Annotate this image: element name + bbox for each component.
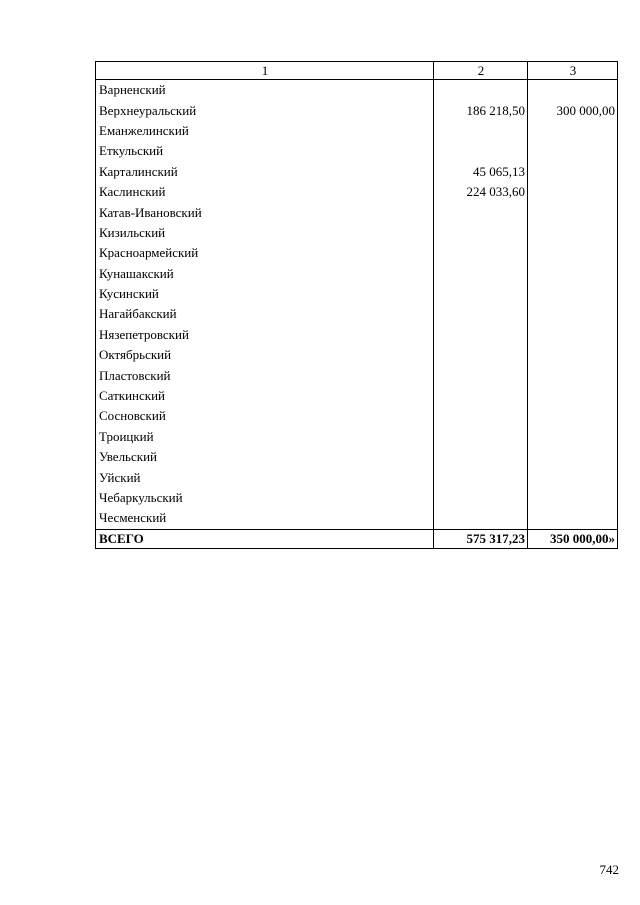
district-name-cell: Уйский	[96, 467, 434, 487]
value-col-2-cell	[434, 345, 528, 365]
value-col-3-cell	[528, 406, 618, 426]
value-col-2-cell	[434, 304, 528, 324]
value-col-3-cell	[528, 141, 618, 161]
district-name-cell: Увельский	[96, 447, 434, 467]
table-row	[96, 386, 618, 406]
value-col-2-cell	[434, 365, 528, 385]
table-row	[96, 141, 618, 161]
district-name-cell: Еткульский	[96, 141, 434, 161]
table-row	[96, 508, 618, 529]
district-name-cell: Октябрьский	[96, 345, 434, 365]
value-col-3-cell	[528, 508, 618, 529]
value-col-2-cell	[434, 488, 528, 508]
value-col-2-cell: 186 218,50	[434, 100, 528, 120]
value-col-2-cell	[434, 121, 528, 141]
district-name-cell: Нязепетровский	[96, 325, 434, 345]
table-row	[96, 162, 618, 182]
value-col-2-cell	[434, 508, 528, 529]
table-row	[96, 365, 618, 385]
district-name-cell: Чесменский	[96, 508, 434, 529]
district-name-cell: Кусинский	[96, 284, 434, 304]
table-row	[96, 121, 618, 141]
total-row	[96, 529, 618, 548]
value-col-3-cell	[528, 325, 618, 345]
table-row	[96, 427, 618, 447]
table-row	[96, 325, 618, 345]
district-name-cell: Красноармейский	[96, 243, 434, 263]
district-name-cell: Катав-Ивановский	[96, 202, 434, 222]
value-col-3-cell	[528, 365, 618, 385]
value-col-3-cell	[528, 121, 618, 141]
table-body	[96, 80, 618, 549]
header-row	[96, 62, 618, 80]
district-name-cell: Сосновский	[96, 406, 434, 426]
data-table-container	[95, 61, 617, 549]
value-col-3-cell	[528, 202, 618, 222]
district-name-cell: Верхнеуральский	[96, 100, 434, 120]
table-row	[96, 345, 618, 365]
value-col-2-cell	[434, 427, 528, 447]
value-col-3-cell	[528, 345, 618, 365]
header-col-3: 3	[528, 62, 618, 80]
table-row	[96, 467, 618, 487]
table-row	[96, 182, 618, 202]
district-name-cell: Кизильский	[96, 223, 434, 243]
table-row	[96, 264, 618, 284]
value-col-3-cell: 300 000,00	[528, 100, 618, 120]
district-name-cell: Пластовский	[96, 365, 434, 385]
total-col-2: 575 317,23	[434, 529, 528, 548]
value-col-3-cell	[528, 427, 618, 447]
district-name-cell: Каслинский	[96, 182, 434, 202]
value-col-2-cell	[434, 406, 528, 426]
total-col-3: 350 000,00»	[528, 529, 618, 548]
value-col-3-cell	[528, 162, 618, 182]
value-col-3-cell	[528, 304, 618, 324]
table-row	[96, 80, 618, 101]
district-name-cell: Саткинский	[96, 386, 434, 406]
district-name-cell: Карталинский	[96, 162, 434, 182]
header-col-1: 1	[96, 62, 434, 80]
header-col-2: 2	[434, 62, 528, 80]
table-row	[96, 100, 618, 120]
value-col-3-cell	[528, 264, 618, 284]
district-name-cell: Нагайбакский	[96, 304, 434, 324]
districts-table	[95, 61, 618, 549]
table-row	[96, 447, 618, 467]
district-name-cell: Варненский	[96, 80, 434, 101]
value-col-3-cell	[528, 243, 618, 263]
value-col-2-cell	[434, 447, 528, 467]
value-col-2-cell	[434, 325, 528, 345]
value-col-2-cell	[434, 467, 528, 487]
total-label: ВСЕГО	[96, 529, 434, 548]
value-col-3-cell	[528, 488, 618, 508]
value-col-2-cell	[434, 284, 528, 304]
value-col-3-cell	[528, 284, 618, 304]
value-col-2-cell: 45 065,13	[434, 162, 528, 182]
value-col-2-cell	[434, 202, 528, 222]
table-row	[96, 243, 618, 263]
district-name-cell: Еманжелинский	[96, 121, 434, 141]
district-name-cell: Троицкий	[96, 427, 434, 447]
district-name-cell: Чебаркульский	[96, 488, 434, 508]
table-row	[96, 406, 618, 426]
value-col-3-cell	[528, 447, 618, 467]
value-col-2-cell	[434, 141, 528, 161]
value-col-3-cell	[528, 386, 618, 406]
district-name-cell: Кунашакский	[96, 264, 434, 284]
value-col-3-cell	[528, 467, 618, 487]
value-col-2-cell	[434, 80, 528, 101]
value-col-3-cell	[528, 182, 618, 202]
value-col-3-cell	[528, 223, 618, 243]
value-col-2-cell	[434, 223, 528, 243]
table-row	[96, 284, 618, 304]
value-col-2-cell	[434, 264, 528, 284]
value-col-2-cell	[434, 386, 528, 406]
table-row	[96, 488, 618, 508]
value-col-2-cell	[434, 243, 528, 263]
table-row	[96, 304, 618, 324]
table-row	[96, 223, 618, 243]
page-number: 742	[599, 862, 619, 877]
table-row	[96, 202, 618, 222]
value-col-2-cell: 224 033,60	[434, 182, 528, 202]
value-col-3-cell	[528, 80, 618, 101]
